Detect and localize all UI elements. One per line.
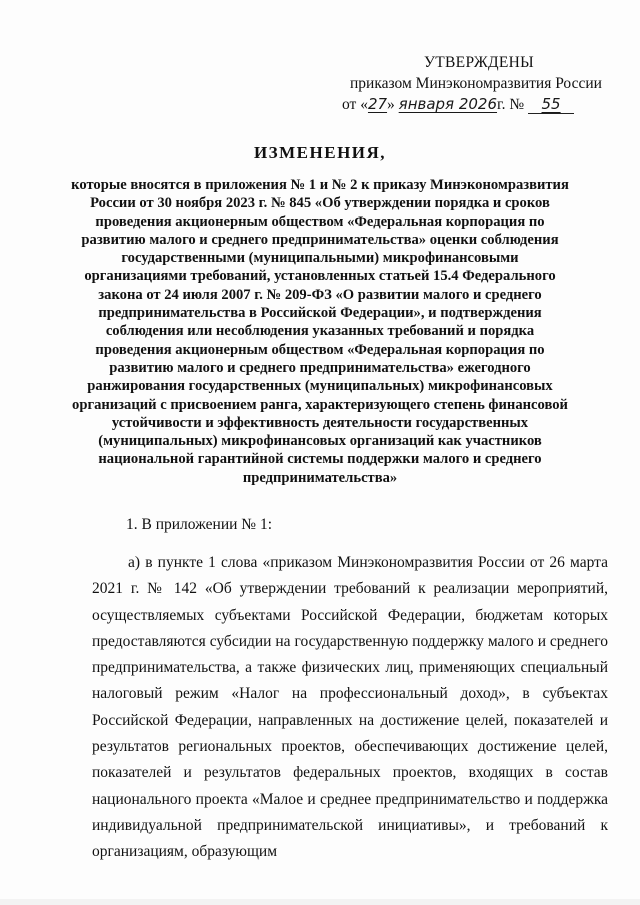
approval-block <box>330 52 620 115</box>
date-close: » <box>387 96 395 113</box>
handwritten-month-year: января 2026 <box>398 95 498 113</box>
handwritten-order-number: 55 <box>528 96 574 114</box>
number-label: г. № <box>497 96 525 113</box>
date-prefix: от « <box>342 96 368 113</box>
paragraph-a: а) в пункте 1 слова «приказом Минэкономразвития России от 26 марта 2021 г. № 142 «Об утверждении требований к реализации мероприятий, осуществляемых субъектами Российской Федерации, бюджетам которых предоставляются субсидии на государственную поддержку малого и среднего предпринимательства, а также физических лиц, применяющих специальный налоговый режим «Налог на профессиональный доход», в субъектах Российской Федерации, направленных на достижение целей, показателей и результатов региональных проектов, обеспечивающих достижение целей, показателей и результатов федеральных проектов, входящих в состав национального проекта «Малое и среднее предпринимательство и поддержка индивидуальной предпринимательской инициативы», и требований к организациям, образующим <box>92 554 608 861</box>
document-body <box>92 515 608 866</box>
approval-date-line <box>330 94 620 115</box>
approval-order: приказом Минэкономразвития России <box>350 75 602 92</box>
approval-title: УТВЕРЖДЕНЫ <box>424 54 534 71</box>
handwritten-day: 27 <box>367 95 388 113</box>
document-heading: ИЗМЕНЕНИЯ, <box>253 143 387 162</box>
document-subtitle: которые вносятся в приложения № 1 и № 2 к приказу Минэкономразвития России от 30 ноября 2023 г. № 845 «Об утверждении порядка и сроков проведения акционерным обществом «Федеральная корпорация по развитию малого и среднего предпринимательства» оценки соблюдения государственными (муниципальными) микрофинансовыми организациями требований, установленных статьей 15.4 Федерального закона от 24 июля 2007 г. № 209-ФЗ «О развитии малого и среднего предпринимательства в Российской Федерации», и подтверждения соблюдения или несоблюдения указанных требований и порядка проведения акционерным обществом «Федеральная корпорация по развитию малого и среднего предпринимательства» ежегодного ранжирования государственных (муниципальных) микрофинансовых организаций с присвоением ранга, характеризующего степень финансовой устойчивости и эффективность деятельности государственных (муниципальных) микрофинансовых организаций как участников национальной гарантийной системы поддержки малого и среднего предпринимательства» <box>71 177 569 486</box>
page-bottom-edge <box>0 899 640 905</box>
item-1-heading: 1. В приложении № 1: <box>126 516 273 533</box>
